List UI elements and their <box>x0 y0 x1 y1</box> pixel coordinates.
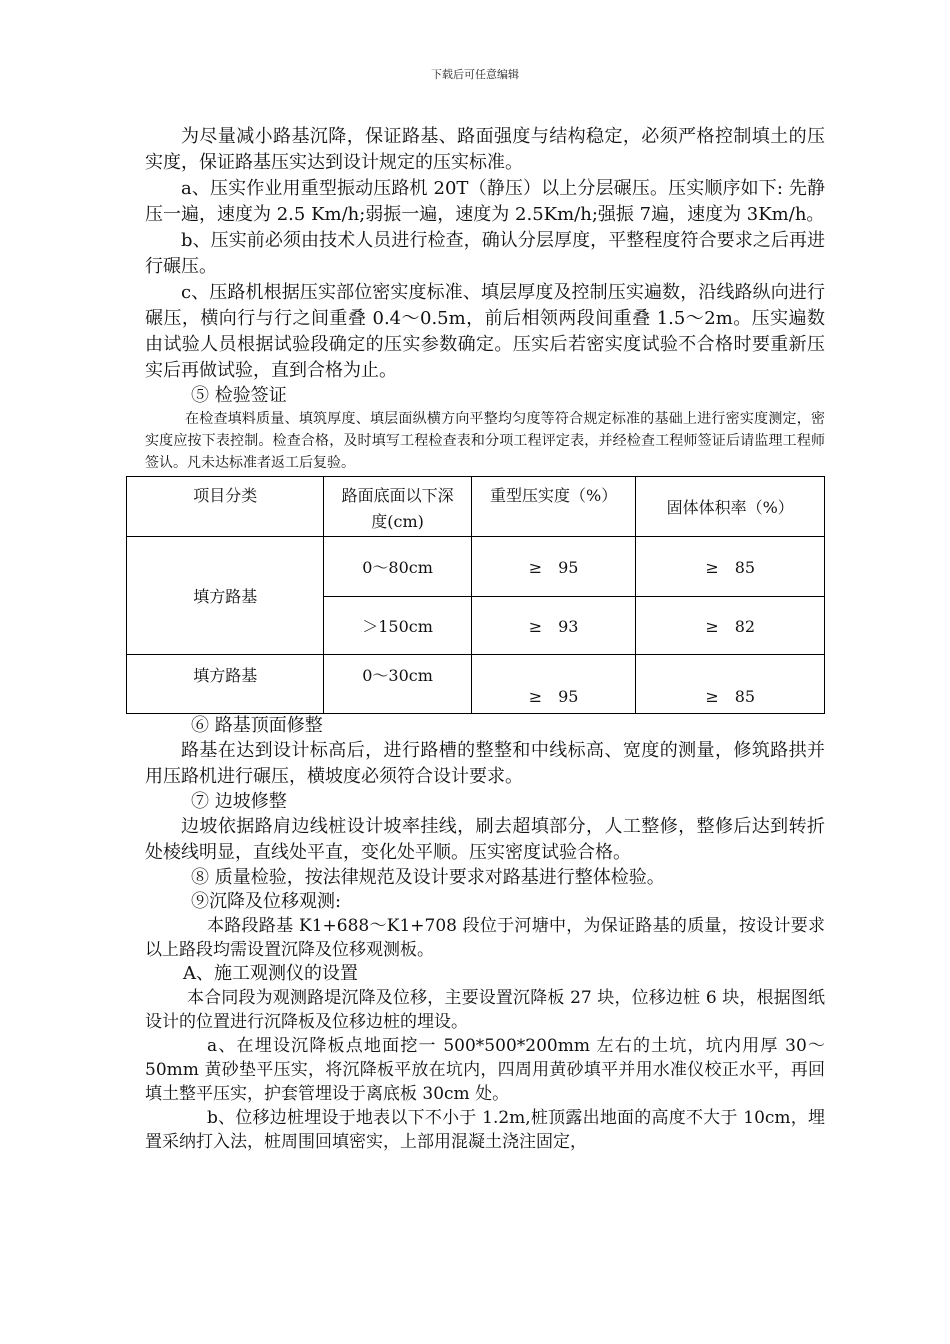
paragraph-intro: 为尽量减小路基沉降，保证路基、路面强度与结构稳定，必须严格控制填土的压实度，保证路基压实达到设计规定的压实标准。 <box>145 126 825 173</box>
section-6-title: ⑥ 路基顶面修整 <box>191 715 323 736</box>
cell-depth: 0～30cm <box>324 655 471 714</box>
cell-solid-ratio: ≥ 82 <box>636 597 825 655</box>
paragraph-c: c、压路机根据压实部位密实度标准、填层厚度及控制压实遍数，沿线路纵向进行碾压，横向行与行之间重叠 0.4～0.5m，前后相领两段间重叠 1.5～2m。压实遍数由试验人员根据试验段确定的压实参数确定。压实后若密实度试验不合格时要重新压实后再做试验，直到合格为止。 <box>145 282 825 381</box>
row-group-label: 填方路基 <box>127 655 324 714</box>
cell-depth: ＞150cm <box>324 597 471 655</box>
item-b-text: b、位移边桩埋设于地表以下不小于 1.2m,桩顶露出地面的高度不大于 10cm，埋置采纳打入法，桩周围回填密实，上部用混凝土浇注固定， <box>145 1108 825 1152</box>
section-9-text: 本路段路基 K1+688～K1+708 段位于河塘中，为保证路基的质量，按设计要求以上路段均需设置沉降及位移观测板。 <box>145 916 825 960</box>
cell-depth: 0～80cm <box>324 537 471 597</box>
header-compaction: 重型压实度（%） <box>471 477 636 537</box>
paragraph-b: b、压实前必须由技术人员进行检查，确认分层厚度，平整程度符合要求之后再进行碾压。 <box>145 230 825 277</box>
cell-compaction: ≥ 95 <box>471 655 636 714</box>
section-5-title: ⑤ 检验签证 <box>191 385 287 406</box>
section-6-text: 路基在达到设计标高后，进行路槽的整整和中线标高、宽度的测量，修筑路拱并用压路机进行碾压，横坡度必须符合设计要求。 <box>145 740 825 787</box>
section-A-title: A、施工观测仪的设置 <box>183 963 358 984</box>
section-8-title: ⑧ 质量检验，按法律规范及设计要求对路基进行整体检验。 <box>191 867 665 888</box>
table-row <box>127 655 825 714</box>
section-7-text: 边坡依据路肩边线桩设计坡率挂线，刷去超填部分，人工整修，整修后达到转折处棱线明显，直线处平直，变化处平顺。压实密度试验合格。 <box>145 816 825 863</box>
section-5-text: 在检查填料质量、填筑厚度、填层面纵横方向平整均匀度等符合规定标准的基础上进行密实度测定，密实度应按下表控制。检查合格，及时填写工程检查表和分项工程评定表，并经检查工程师签证后请监理工程师签认。凡未达标准者返工后复验。 <box>145 411 825 471</box>
compaction-table <box>126 476 825 714</box>
document-body <box>145 124 825 1154</box>
item-a-text: a、在埋设沉降板点地面挖一 500*500*200mm 左右的土坑，坑内用厚 30～50mm 黄砂垫平压实，将沉降板平放在坑内，四周用黄砂填平并用水准仪校正水平，再回填土整平压实，护套管埋设于离底板 30cm 处。 <box>145 1036 825 1104</box>
cell-solid-ratio: ≥ 85 <box>636 537 825 597</box>
header-category: 项目分类 <box>127 477 324 537</box>
section-A-text: 本合同段为观测路堤沉降及位移，主要设置沉降板 27 块，位移边桩 6 块，根据图纸设计的位置进行沉降板及位移边桩的埋设。 <box>145 988 825 1032</box>
cell-solid-ratio: ≥ 85 <box>636 655 825 714</box>
header-depth: 路面底面以下深度(cm) <box>324 477 471 537</box>
header-solid-ratio: 固体体积率（%） <box>636 477 825 537</box>
table-header-row <box>127 477 825 537</box>
cell-compaction: ≥ 93 <box>471 597 636 655</box>
section-7-title: ⑦ 边坡修整 <box>191 791 287 812</box>
table-row <box>127 537 825 597</box>
row-group-label: 填方路基 <box>127 537 324 655</box>
page-header: 下载后可任意编辑 <box>431 68 519 81</box>
cell-compaction: ≥ 95 <box>471 537 636 597</box>
section-9-title: ⑨沉降及位移观测: <box>191 891 342 912</box>
paragraph-a: a、压实作业用重型振动压路机 20T（静压）以上分层碾压。压实顺序如下: 先静压一遍，速度为 2.5 Km/h;弱振一遍，速度为 2.5Km/h;强振 7遍，速度为 3Km/h。 <box>145 178 825 225</box>
